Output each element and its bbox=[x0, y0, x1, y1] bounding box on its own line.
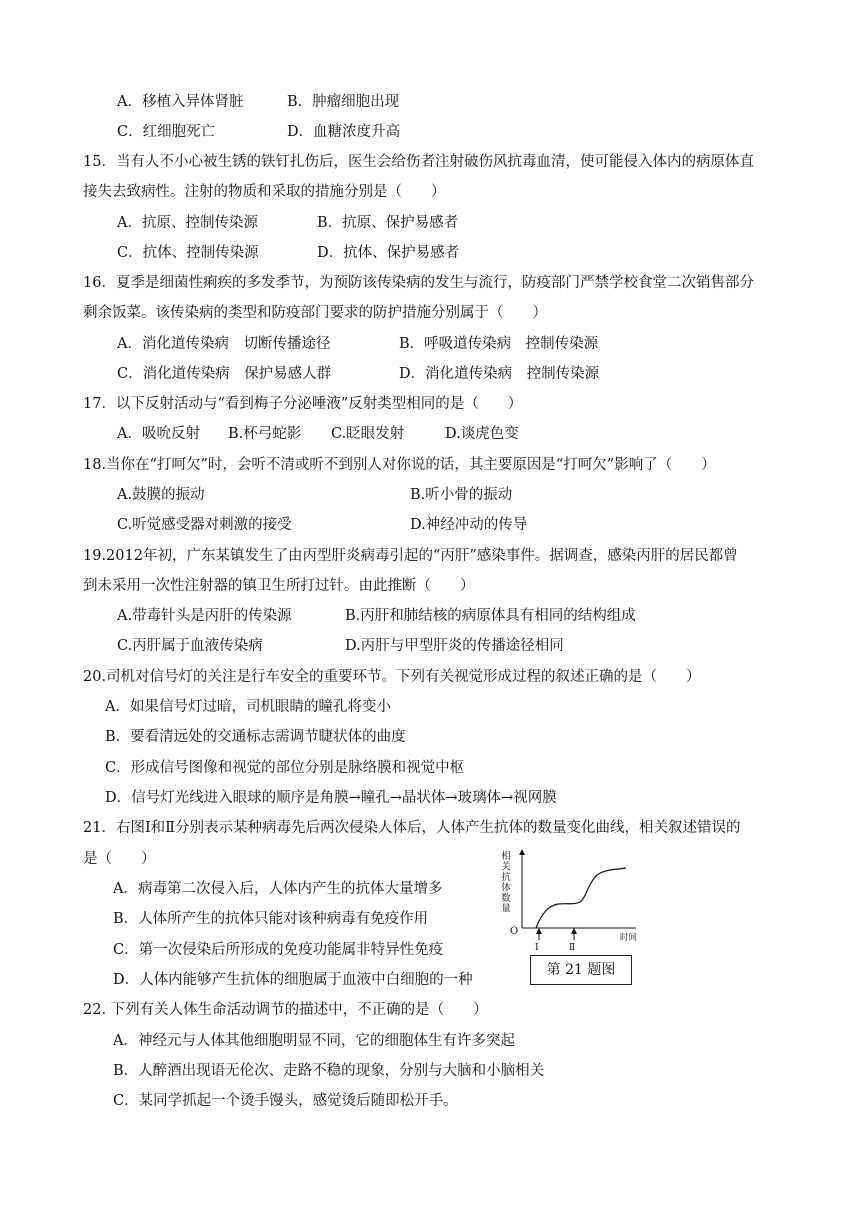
q19-option-d: D.丙肝与甲型肝炎的传播途径相同 bbox=[345, 638, 564, 654]
q21-stem-line2: 是（ ） bbox=[83, 851, 156, 867]
q19-stem-line2: 到未采用一次性注射器的镇卫生所打过针。由此推断（ ） bbox=[83, 578, 475, 594]
q17-stem: 17．以下反射活动与“看到梅子分泌唾液”反射类型相同的是（ ） bbox=[83, 396, 523, 412]
q15-option-d: D．抗体、保护易感者 bbox=[317, 245, 460, 261]
q20-option-a: A．如果信号灯过暗，司机眼睛的瞳孔将变小 bbox=[105, 699, 391, 715]
q15-option-c: C．抗体、控制传染源 bbox=[117, 245, 259, 261]
q16-stem-line1: 16．夏季是细菌性痢疾的多发季节，为预防该传染病的发生与流行，防疫部门严禁学校食堂二次销售部分 bbox=[83, 275, 754, 291]
q15-stem-line1: 15．当有人不小心被生锈的铁钉扎伤后，医生会给伤者注射破伤风抗毒血清，使可能侵入体内的病原体直 bbox=[83, 154, 754, 170]
q17-option-c: C.眨眼发射 bbox=[331, 426, 405, 442]
x-axis-label: 时间 bbox=[620, 933, 638, 943]
q21-option-b: B．人体所产生的抗体只能对该种病毒有免疫作用 bbox=[113, 911, 429, 927]
q20-stem: 20.司机对信号灯的关注是行车安全的重要环节。下列有关视觉形成过程的叙述正确的是（ ） bbox=[83, 669, 701, 685]
q19-stem-line1: 19.2012年初，广东某镇发生了由丙型肝炎病毒引起的“丙肝”感染事件。据调查，感染丙肝的居民都曾 bbox=[83, 548, 738, 564]
q15-option-b: B．抗原、保护易感者 bbox=[317, 215, 459, 231]
q15-option-a: A．抗原、控制传染源 bbox=[117, 215, 258, 231]
marker-1-label: Ⅰ bbox=[535, 943, 539, 952]
q22-option-c: C．某同学抓起一个烫手馒头，感觉烫后随即松开手。 bbox=[113, 1093, 458, 1109]
q14-option-d: D．血糖浓度升高 bbox=[287, 124, 401, 140]
q14-option-c: C．红细胞死亡 bbox=[117, 124, 216, 140]
q16-option-b: B．呼吸道传染病 控制传染源 bbox=[399, 336, 599, 352]
q21-stem-line1: 21．右图Ⅰ和Ⅱ分别表示某种病毒先后两次侵染人体后，人体产生抗体的数量变化曲线，相关叙述错误的 bbox=[83, 820, 741, 836]
q16-stem-line2: 剩余饭菜。该传染病的类型和防疫部门要求的防护措施分别属于（ ） bbox=[83, 305, 547, 321]
q15-stem-line2: 接失去致病性。注射的物质和采取的措施分别是（ ） bbox=[83, 184, 446, 200]
q21-option-d: D．人体内能够产生抗体的细胞属于血液中白细胞的一种 bbox=[113, 972, 473, 988]
marker-2-label: Ⅱ bbox=[569, 943, 576, 952]
q18-option-c: C.听觉感受器对刺激的接受 bbox=[117, 517, 292, 533]
q17-option-b: B.杯弓蛇影 bbox=[228, 426, 302, 442]
q20-option-c: C．形成信号图像和视觉的部位分别是脉络膜和视觉中枢 bbox=[105, 760, 465, 776]
q14-option-b: B．肿瘤细胞出现 bbox=[287, 94, 400, 110]
q22-option-b: B．人醉酒出现语无伦次、走路不稳的现象，分别与大脑和小脑相关 bbox=[113, 1063, 545, 1079]
q19-option-c: C.丙肝属于血液传染病 bbox=[117, 638, 263, 654]
q14-option-a: A．移植入异体肾脏 bbox=[117, 94, 244, 110]
q16-option-a: A．消化道传染病 切断传播途径 bbox=[117, 336, 331, 352]
q21-option-c: C．第一次侵染后所形成的免疫功能属非特异性免疫 bbox=[113, 942, 444, 958]
q22-option-a: A．神经元与人体其他细胞明显不同，它的细胞体生有许多突起 bbox=[113, 1033, 515, 1049]
y-axis-label: 相关抗体数量 bbox=[501, 851, 511, 915]
q16-option-d: D．消化道传染病 控制传染源 bbox=[399, 366, 600, 382]
figure-caption: 第 21 题图 bbox=[530, 955, 632, 985]
q18-option-d: D.神经冲动的传导 bbox=[410, 517, 528, 533]
q21-option-a: A．病毒第二次侵入后，人体内产生的抗体大量增多 bbox=[113, 881, 443, 897]
q17-option-a: A．吸吮反射 bbox=[117, 426, 200, 442]
q16-option-c: C．消化道传染病 保护易感人群 bbox=[117, 366, 332, 382]
q20-option-d: D．信号灯光线进入眼球的顺序是角膜→瞳孔→晶状体→玻璃体→视网膜 bbox=[105, 790, 557, 806]
q18-stem: 18.当你在“打呵欠”时，会听不清或听不到别人对你说的话，其主要原因是“打呵欠”影响了（ ） bbox=[83, 457, 716, 473]
antibody-curve bbox=[536, 868, 626, 928]
origin-label: O bbox=[510, 926, 519, 937]
q18-option-a: A.鼓膜的振动 bbox=[117, 487, 205, 503]
q19-option-b: B.丙肝和肺结核的病原体具有相同的结构组成 bbox=[345, 608, 636, 624]
q22-stem: 22. 下列有关人体生命活动调节的描述中，不正确的是（ ） bbox=[83, 1002, 488, 1018]
antibody-curve-svg bbox=[492, 848, 640, 952]
q20-option-b: B．要看清远处的交通标志需调节睫状体的曲度 bbox=[105, 729, 406, 745]
q18-option-b: B.听小骨的振动 bbox=[410, 487, 513, 503]
antibody-curve-figure bbox=[492, 848, 640, 952]
q17-option-d: D.谈虎色变 bbox=[445, 426, 519, 442]
q19-option-a: A.带毒针头是丙肝的传染源 bbox=[117, 608, 292, 624]
